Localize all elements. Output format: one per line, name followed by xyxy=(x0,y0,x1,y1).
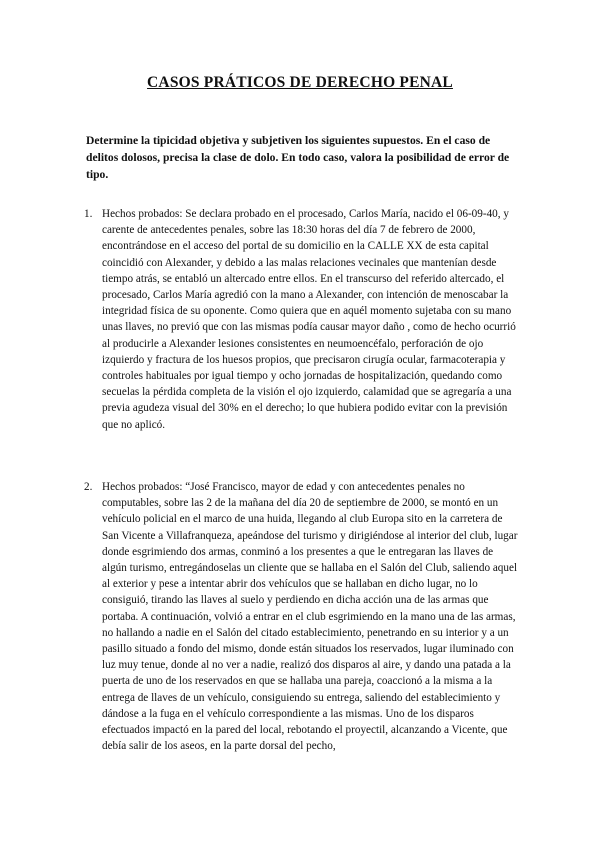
case-item xyxy=(84,206,518,433)
case-text: Hechos probados: “José Francisco, mayor de edad y con antecedentes penales no computables, sobre las 2 de la mañana del día 20 de septiembre de 2000, se montó en un vehículo policial en el marco de una huida, llegando al club Europa sito en la carretera de San Vicente a Villafranqueza, apeándose del turismo y dirigiéndose al interior del club, lugar donde esgrimiendo dos armas, conminó a los presentes a que le entregaran las llaves de algún turismo, entregándoselas un cliente que se hallaba en el Salón del Club, saliendo aquel al exterior y pese a intentar abrir dos vehículos que se hallaban en dicho lugar, no lo consiguió, tirando las llaves al suelo y perdiendo en dicha acción una de las armas que portaba. A continuación, volvió a entrar en el club esgrimiendo en la mano una de las armas, no hallando a nadie en el Salón del citado establecimiento, penetrando en su interior y a un pasillo situado a fondo del mismo, donde están situados los reservados, lugar iluminado con luz muy tenue, donde al no ver a nadie, realizó dos disparos al aire, y dando una patada a la puerta de uno de los reservados en que se hallaba una pareja, coaccionó a la misma a la entrega de llaves de un vehículo, consiguiendo su entrega, saliendo del establecimiento y dándose a la fuga en el vehículo correspondiente a las mismas. Uno de los disparos efectuados impactó en la pared del local, rebotando el proyectil, alcanzando a Vicente, que debía salir de los aseos, en la parte dorsal del pecho, xyxy=(102,481,518,753)
case-text: Hechos probados: Se declara probado en el procesado, Carlos María, nacido el 06-09-40, y carente de antecedentes penales, sobre las 18:30 horas del día 7 de febrero de 2000, encontrándose en el acceso del portal de su domicilio en la CALLE XX de esta capital coincidió con Alexander, y debido a las malas relaciones vecinales que mantenían desde tiempo atrás, se entabló un altercado entre ellos. En el transcurso del referido altercado, el procesado, Carlos María agredió con la mano a Alexander, con intención de menoscabar la integridad física de su oponente. Como quiera que en aquél momento sujetaba con su mano unas llaves, no previó que con las mismas podía causar mayor daño , como de hecho ocurrió al producirle a Alexander lesiones consistentes en neumoencéfalo, perforación de ojo izquierdo y fractura de los huesos propios, que precisaron cirugía ocular, farmacoterapia y controles habituales por igual tiempo y ocho jornadas de hospitalización, quedando como secuelas la pérdida completa de la visión el ojo izquierdo, calamidad que se agregaría a una previa agudeza visual del 30% en el derecho; lo que hubiera podido evitar con la previsión que no aplicó. xyxy=(102,208,516,431)
case-number: 1. xyxy=(84,208,93,220)
case-item xyxy=(84,479,518,754)
document-title: CASOS PRÁTICOS DE DERECHO PENAL xyxy=(147,74,453,91)
case-number: 2. xyxy=(84,481,93,493)
instructions-paragraph: Determine la tipicidad objetiva y subjetiven los siguientes supuestos. En el caso de delitos dolosos, precisa la clase de dolo. En todo caso, valora la posibilidad de error de tipo. xyxy=(86,134,510,181)
